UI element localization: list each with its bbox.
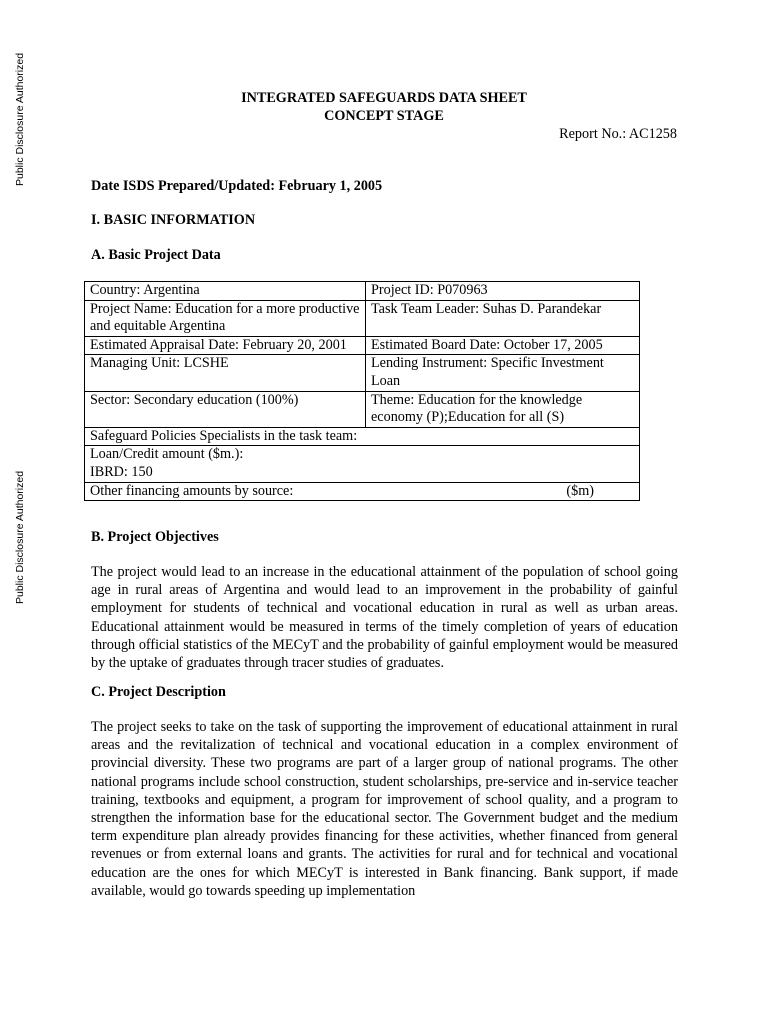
- lending-instrument-cell: Lending Instrument: Specific Investment Loan: [366, 355, 640, 391]
- document-subtitle: CONCEPT STAGE: [324, 108, 444, 124]
- disclosure-stamp-text: Public Disclosure Authorized: [14, 470, 26, 604]
- appraisal-date-cell: Estimated Appraisal Date: February 20, 2001: [85, 336, 366, 355]
- other-financing-cell: [85, 482, 640, 501]
- other-financing-unit: ($m): [566, 482, 594, 499]
- report-number: Report No.: AC1258: [559, 126, 677, 142]
- basic-project-data-table: [84, 281, 640, 501]
- project-description-text: The project seeks to take on the task of supporting the improvement of educational attainment in rural areas and the revitalization of technical and vocational education in a complex environment of provincial diversity. These two programs are part of a larger group of national programs. The other national programs include school construction, student scholarships, pre-service and in-service teacher training, textbooks and equipment, a program for improvement of school quality, and a program to strengthen the information base for the educational sector. The Government budget and the medium term expenditure plan already provides financing for these activities, whether financed from general revenues or from external loans and grants. The activities for rural and for technical and vocational education are the ones for which MECyT is interested in Bank financing. Bank support, if made available, would go towards speeding up implementation: [91, 719, 678, 899]
- date-prepared: Date ISDS Prepared/Updated: February 1, 2005: [91, 178, 383, 194]
- country-cell: Country: Argentina: [85, 282, 366, 301]
- section-basic-information: I. BASIC INFORMATION: [91, 212, 256, 228]
- section-project-description: C. Project Description: [91, 684, 226, 700]
- project-name-cell: Project Name: Education for a more productive and equitable Argentina: [85, 300, 366, 336]
- project-id-cell: Project ID: P070963: [366, 282, 640, 301]
- board-date-cell: Estimated Board Date: October 17, 2005: [366, 336, 640, 355]
- theme-cell: Theme: Education for the knowledge economy (P);Education for all (S): [366, 391, 640, 427]
- table-row: [85, 300, 640, 336]
- sector-cell: Sector: Secondary education (100%): [85, 391, 366, 427]
- safeguard-specialists-cell: Safeguard Policies Specialists in the task team:: [85, 427, 640, 446]
- table-row: [85, 282, 640, 301]
- ibrd-amount: IBRD: 150: [90, 463, 153, 480]
- table-row: [85, 446, 640, 482]
- other-financing-label: Other financing amounts by source:: [90, 482, 294, 499]
- table-row: [85, 482, 640, 501]
- section-basic-project-data: A. Basic Project Data: [91, 247, 221, 263]
- loan-amount-cell: [85, 446, 640, 482]
- managing-unit-cell: Managing Unit: LCSHE: [85, 355, 366, 391]
- disclosure-stamp-text: Public Disclosure Authorized: [14, 52, 26, 186]
- document-title: INTEGRATED SAFEGUARDS DATA SHEET: [241, 90, 527, 106]
- project-objectives-text: The project would lead to an increase in the educational attainment of the population of school going age in rural areas of Argentina and would lead to an improvement in the probability of gainful employment for students of technical and vocational education in rural as well as urban areas. Educational attainment would be measured in terms of the timely completion of years of education through official statistics of the MECyT and the probability of gainful employment would be measured by the uptake of graduates through tracer studies of graduates.: [91, 564, 678, 672]
- section-project-objectives: B. Project Objectives: [91, 529, 219, 545]
- table-row: [85, 355, 640, 391]
- loan-amount-label: Loan/Credit amount ($m.):: [90, 446, 244, 463]
- task-team-leader-cell: Task Team Leader: Suhas D. Parandekar: [366, 300, 640, 336]
- table-row: [85, 391, 640, 427]
- table-row: [85, 336, 640, 355]
- table-row: [85, 427, 640, 446]
